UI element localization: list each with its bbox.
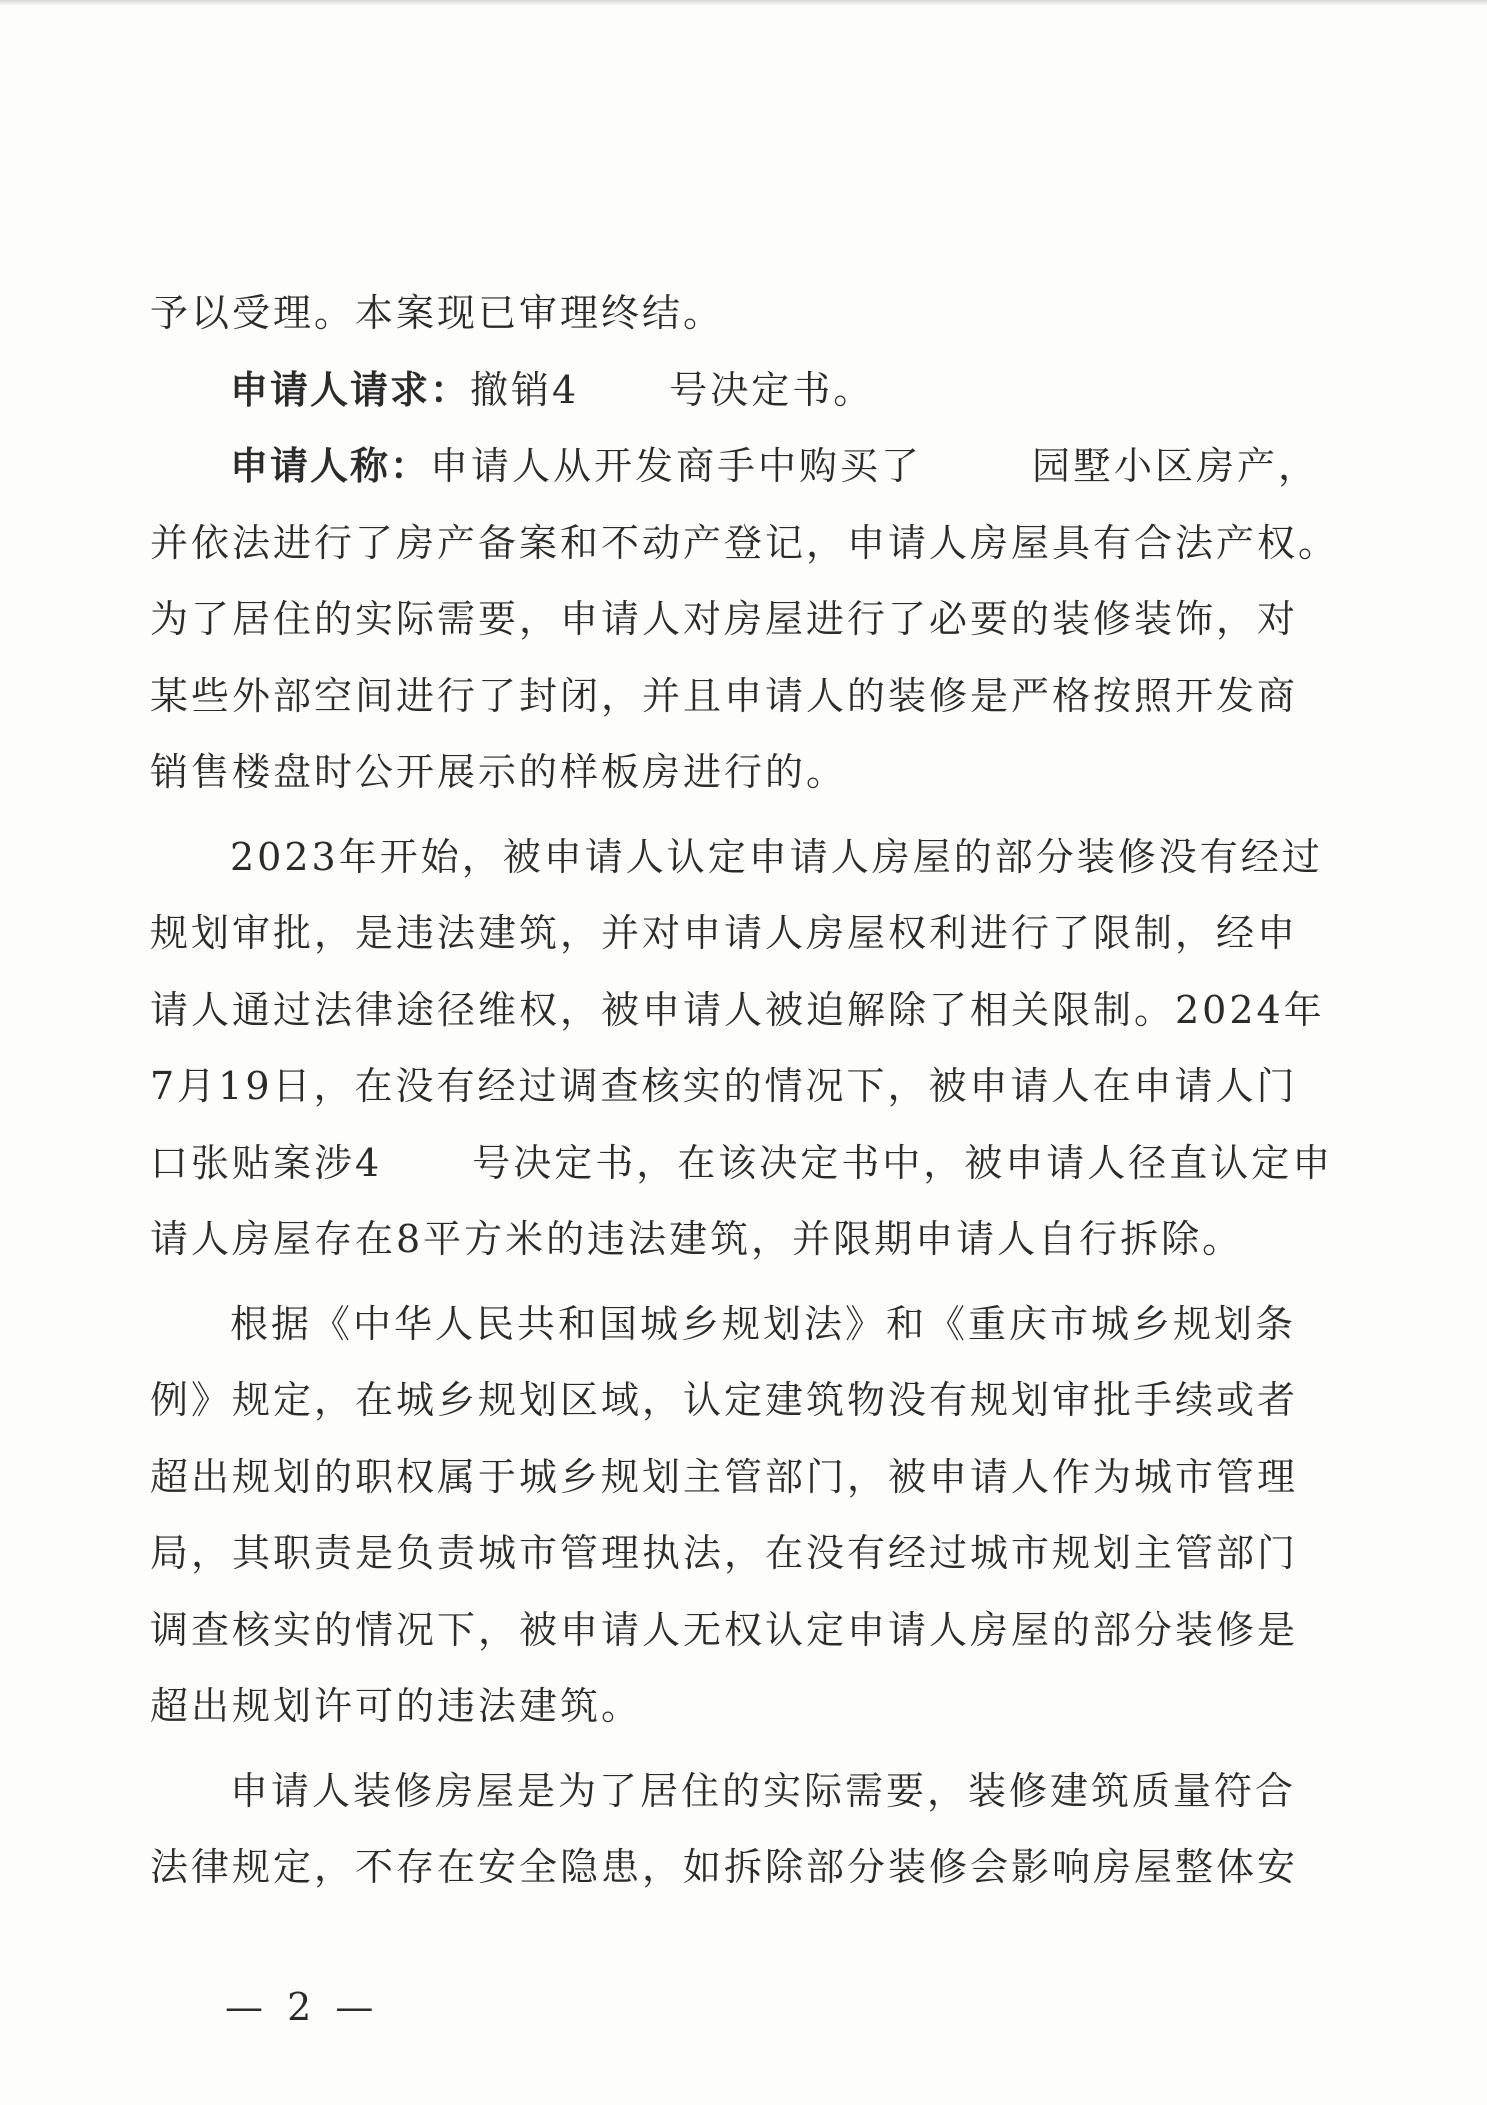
text-line-end: 号决定书，在该决定书中，被申请人径直认定申	[472, 1140, 1334, 1185]
redacted-name	[922, 443, 1032, 479]
claim-text-end: 园墅小区房产，	[1032, 444, 1320, 488]
request-label: 申请人请求：	[230, 367, 471, 412]
paragraph-start: 根据《中华人民共和国城乡规划法》和《重庆市城乡规划条	[230, 1301, 1297, 1346]
text-line: 例》规定，在城乡规划区域，认定建筑物没有规划审批手续或者	[150, 1378, 1299, 1422]
request-text-end: 号决定书。	[669, 367, 875, 412]
text-line: 为了居住的实际需要，申请人对房屋进行了必要的装修装饰，对	[150, 597, 1299, 641]
text-line: 销售楼盘时公开展示的样板房进行的。	[150, 750, 848, 794]
text-line: 调查核实的情况下，被申请人无权认定申请人房屋的部分装修是	[150, 1607, 1299, 1652]
text-line: 规划审批，是违法建筑，并对申请人房屋权利进行了限制，经申	[150, 911, 1299, 955]
text-line: 某些外部空间进行了封闭，并且申请人的装修是严格按照开发商	[150, 673, 1299, 718]
text-line: 并依法进行了房产备案和不动产登记，申请人房屋具有合法产权。	[150, 520, 1340, 565]
page-number: — 2 —	[225, 1985, 380, 2029]
text-line: 超出规划许可的违法建筑。	[150, 1684, 643, 1728]
text-line-start: 口张贴案涉4	[150, 1140, 383, 1185]
scan-edge	[0, 0, 1487, 6]
text-line	[150, 1125, 1334, 1202]
claim-label: 申请人称：	[230, 444, 431, 488]
text-line: 7月19日，在没有经过调查核实的情况下，被申请人在申请人门	[150, 1064, 1298, 1108]
claim-line	[150, 428, 1320, 505]
text-line: 法律规定，不存在安全隐患，如拆除部分装修会影响房屋整体安	[150, 1845, 1299, 1889]
body-text	[150, 275, 1340, 1906]
paragraph-start: 申请人装修房屋是为了居住的实际需要，装修建筑质量符合	[230, 1768, 1297, 1813]
redacted-number	[579, 367, 669, 403]
text-line: 请人房屋存在8平方米的违法建筑，并限期申请人自行拆除。	[150, 1217, 1244, 1261]
text-line: 请人通过法律途径维权，被申请人被迫解除了相关限制。2024年	[150, 987, 1325, 1032]
text-line: 予以受理。本案现已审理终结。	[150, 291, 725, 335]
request-text-start: 撤销4	[470, 367, 580, 412]
text-line: 局，其职责是负责城市管理执法，在没有经过城市规划主管部门	[150, 1531, 1299, 1575]
claim-text-start: 申请人从开发商手中购买了	[430, 444, 923, 488]
request-line	[150, 352, 1290, 429]
redacted-number	[382, 1140, 472, 1176]
paragraph-start: 2023年开始，被申请人认定申请人房屋的部分装修没有经过	[230, 834, 1323, 879]
text-line: 超出规划的职权属于城乡规划主管部门，被申请人作为城市管理	[150, 1454, 1299, 1499]
